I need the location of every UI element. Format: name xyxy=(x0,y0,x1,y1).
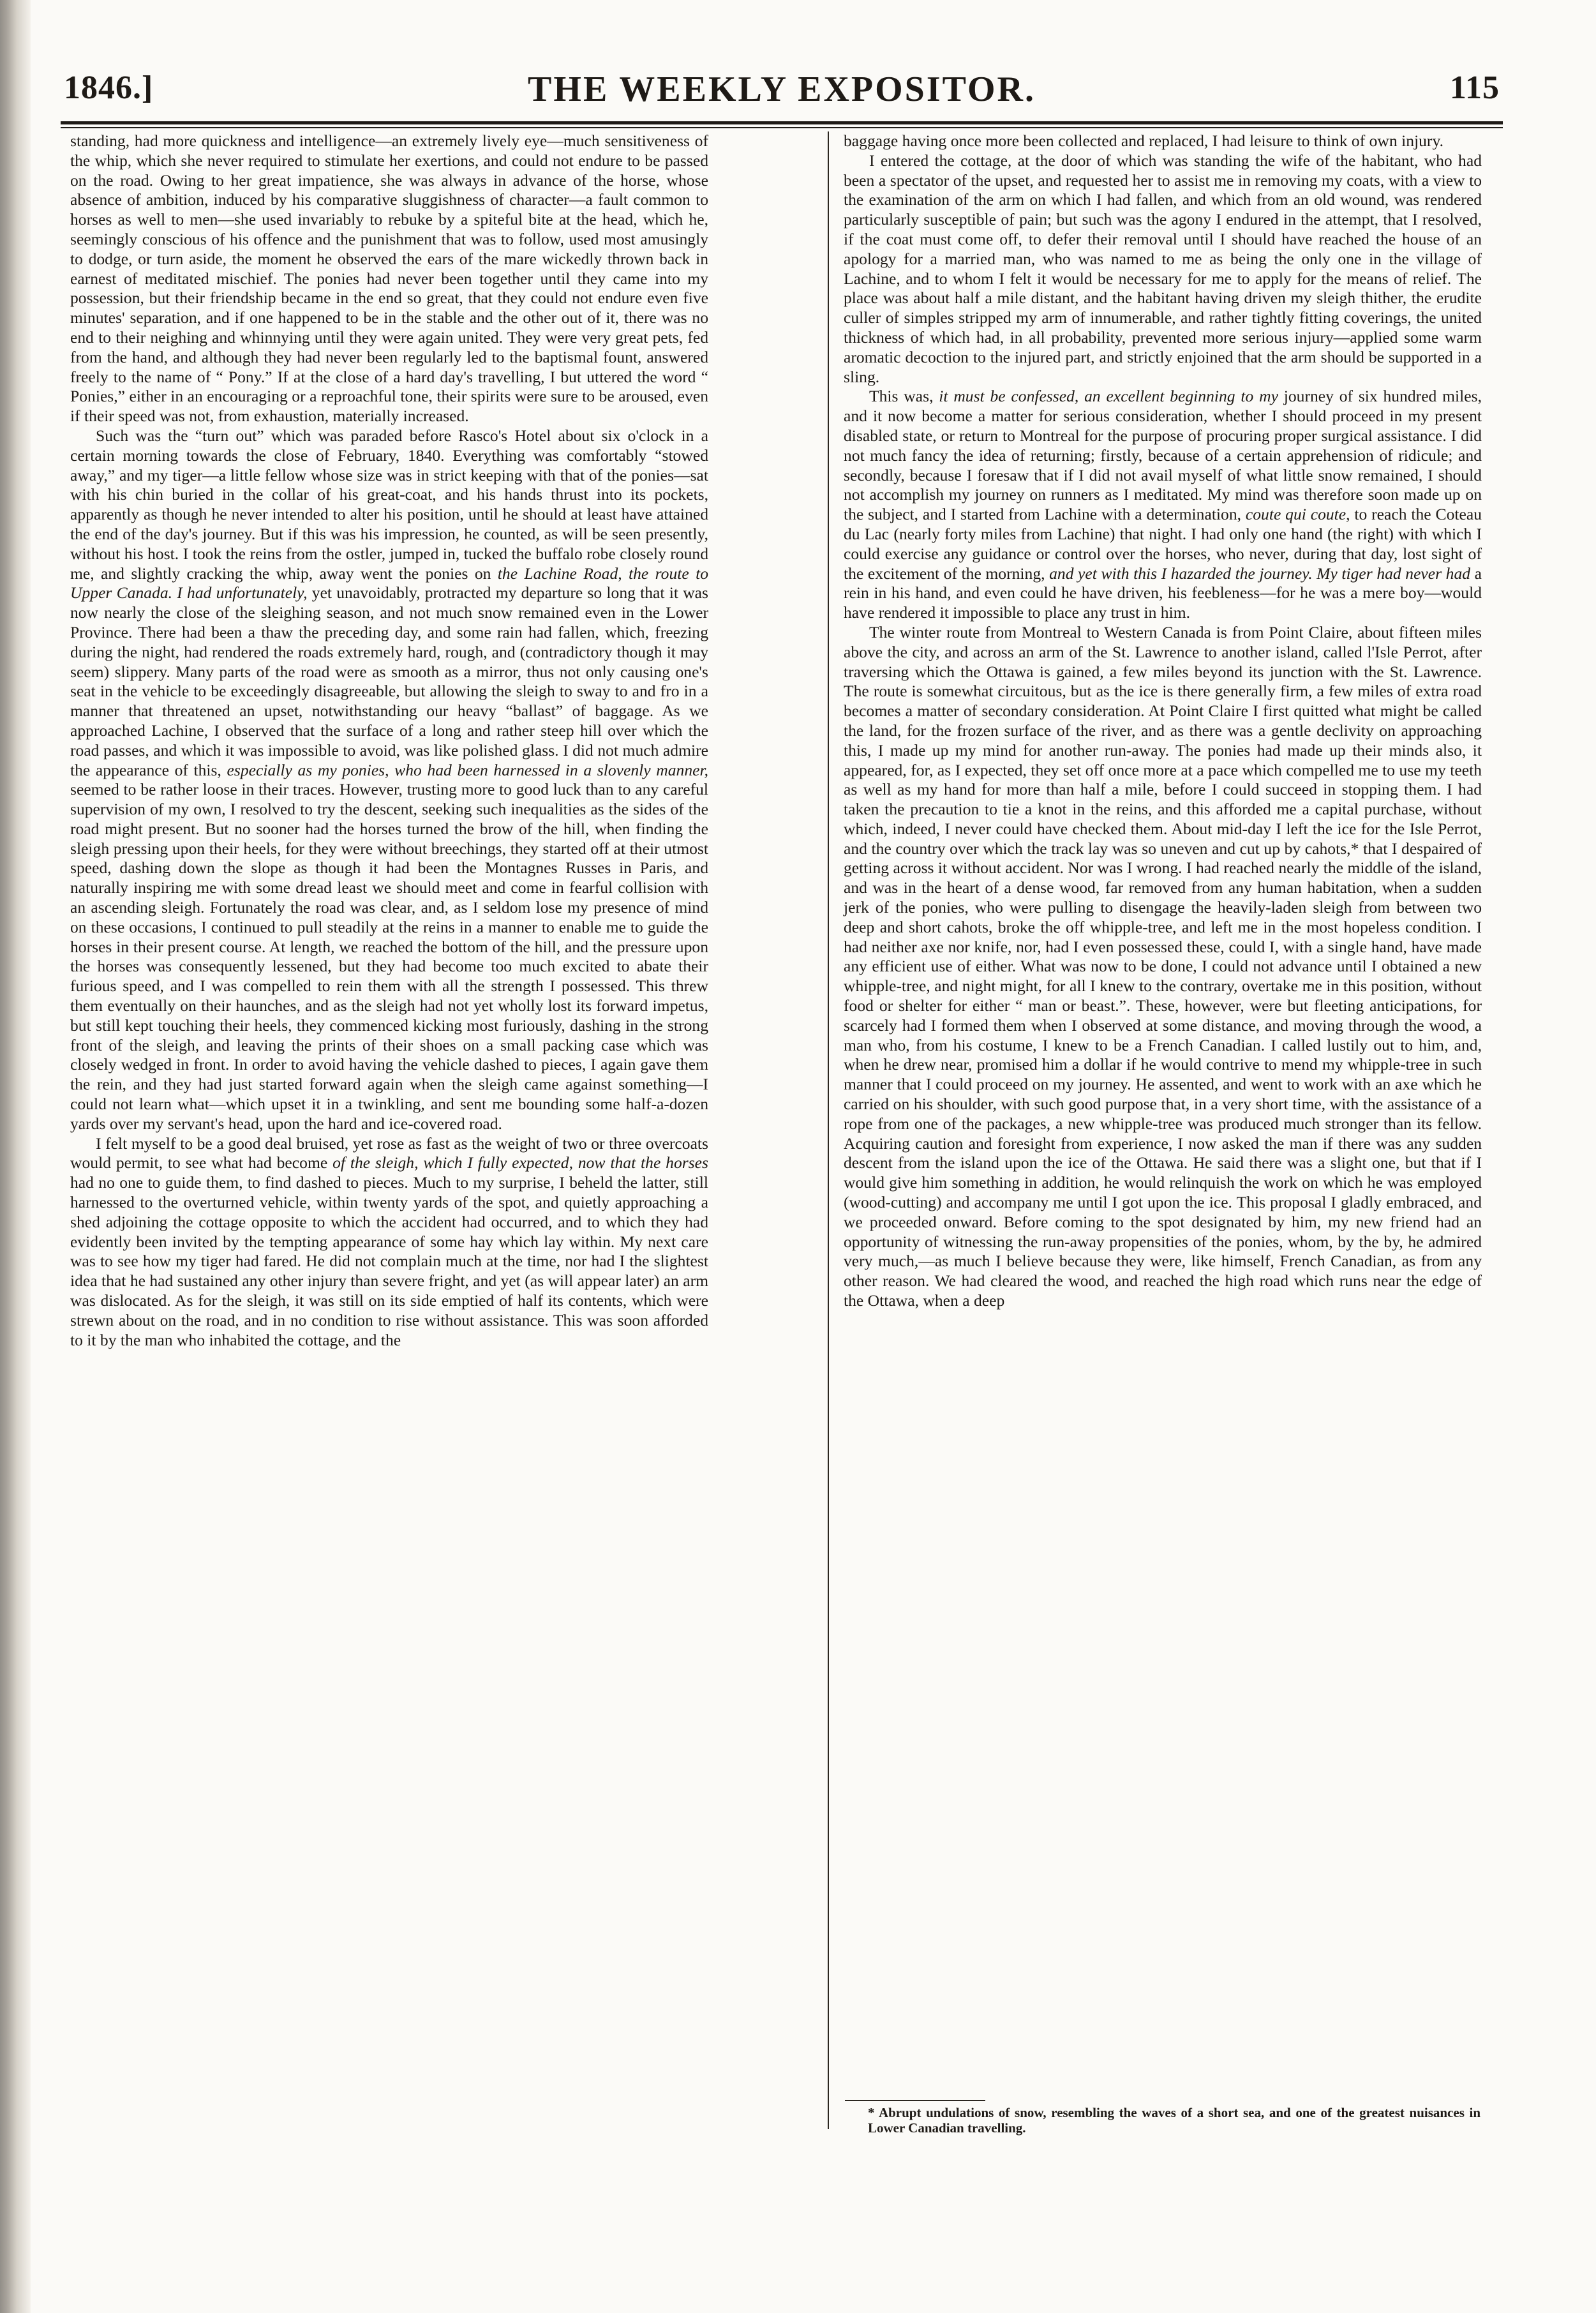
text-column-right xyxy=(844,131,1482,1311)
italic-text-run: of the sleigh, which I fully expected, now that the horses xyxy=(332,1153,708,1172)
text-run: I felt myself to be a good deal bruised, yet rose as fast as the weight of two or three overcoats would permit, to see what had become xyxy=(70,1134,708,1172)
page-header xyxy=(64,69,1500,120)
paragraph: standing, had more quickness and intelligence—an extremely lively eye—much sensitiveness of the whip, which she never required to stimulate her exertions, and could not endure to be passed on the road. Owing to her great impatience, she was always in advance of the horse, whose absence of ambition, induced by his comparative sluggishness of character—a fault common to horses as well to men—she used invariably to rebuke by a spiteful bite at the head, which he, seemingly conscious of his offence and the punishment that was to follow, used most amusingly to dodge, or turn aside, the moment he observed the ears of the mare wickedly thrown back in earnest of meditated mischief. The ponies had never been together until they came into my possession, but their friendship became in the end so great, that they could not endure even five minutes' separation, and if one happened to be in the stable and the other out of it, there was no end to their neighing and whinnying until they were again united. They were very great pets, fed from the hand, and although they had never been regularly led to the baptismal fount, answered freely to the name of “ Pony.” If at the close of a hard day's travelling, I but uttered the word “ Ponies,” either in an encouraging or a reproachful tone, their spirits were sure to be aroused, even if their speed was not, from exhaustion, materially increased. xyxy=(70,131,708,426)
page-binding-edge xyxy=(0,0,31,2313)
paragraph xyxy=(844,387,1482,623)
header-rule-thin xyxy=(61,127,1503,128)
text-run: Such was the “turn out” which was paraded before Rasco's Hotel about six o'clock in a certain morning towards the close of February, 1840. Everything was comfortably “stowed away,” and my tiger—a little fellow whose size was in strict keeping with that of the ponies—sat with his chin buried in the collar of his great-coat, and his hands thrust into its pockets, apparently as though he never intended to alter his position, until he should at least have attained the end of the day's journey. But if this was his impression, he counted, as will be seen presently, without his host. I took the reins from the ostler, jumped in, tucked the buffalo robe closely round me, and slightly cracking the whip, away went the ponies on xyxy=(70,426,708,583)
text-run: seemed to be rather loose in their traces. However, trusting more to good luck than to any careful supervision of my own, I resolved to try the descent, seeking such inequalities as the sides of the road might present. But no sooner had the horses turned the brow of the hill, when finding the sleigh pressing upon their heels, for they were without breechings, they started off at their utmost speed, dashing down the slope as though it had been the Montagnes Russes in Paris, and naturally inspiring me with some dread least we should meet and come in fearful collision with an ascending sleigh. Fortunately the road was clear, and, as I seldom lose my presence of mind on these occasions, I continued to pull steadily at the reins in a manner to enable me to guide the horses in their present course. At length, we reached the bottom of the hill, and the pressure upon the horses was consequently lessened, but they had become too much excited to abate their furious speed, and I was compelled to rein them with all the strength I possessed. This threw them eventually on their haunches, and as the sleigh had not yet wholly lost its forward impetus, but still kept touching their heels, they commenced kicking most furiously, dashing in the strong front of the sleigh, and leaving the prints of their shoes on a small packing case which was closely wedged in front. In order to avoid having the vehicle dashed to pieces, I again gave them the rein, and they had just started forward again when the sleigh came against something—I could not learn what—which upset it in a twinkling, and sent me bounding some half-a-dozen yards over my servant's head, upon the hard and ice-covered road. xyxy=(70,780,708,1133)
italic-text-run: coute qui coute, xyxy=(1245,505,1350,524)
paragraph: baggage having once more been collected and replaced, I had leisure to think of own injury. xyxy=(844,131,1443,150)
text-run: journey of six hundred miles, and it now become a matter for serious consideration, whether I should proceed in my present disabled state, or return to Montreal for the purpose of procuring proper surgical assistance. I did not much fancy the idea of returning; firstly, because of a certain apprehension of ridicule; and secondly, because I foresaw that if I did not avail myself of what little snow remained, I should not accomplish my journey on runners as I meditated. My mind was therefore soon made up on the subject, and I started from Lachine with a determination, xyxy=(844,387,1482,524)
text-run: a rein in his hand, and even could he have driven, his feebleness—for he was a mere boy—would have rendered it impossible to place any trust in him. xyxy=(844,564,1482,622)
text-run: yet unavoidably, protracted my departure so long that it was now nearly the close of the sleighing season, and not much snow remained even in the Lower Province. There had been a thaw the preceding day, and some rain had fallen, which, freezing during the night, had rendered the roads extremely hard, rough, and (contradictory though it may seem) slippery. Many parts of the road were as smooth as a mirror, thus not only causing one's seat in the vehicle to be exceedingly disagreeable, but allowing the sleigh to sway to and fro in a manner that threatened an upset, notwithstanding our heavy “ballast” of baggage. As we approached Lachine, I observed that the surface of a long and rather steep hill over which the road passes, and which it was impossible to avoid, was like polished glass. I did not much admire the appearance of this, xyxy=(70,583,708,779)
paragraph: I entered the cottage, at the door of which was standing the wife of the habitant, who had been a spectator of the upset, and requested her to assist me in removing my coats, with a view to the examination of the arm on which I had fallen, and which from an old wound, was rendered particularly susceptible of pain; but such was the agony I endured in the attempt, that I resolved, if the coat must come off, to defer their removal until I should have reached the house of an apology for a married man, who was named to me as being the only one in the village of Lachine, and to whom I felt it would be necessary for me to apply for the means of relief. The place was about half a mile distant, and the habitant having driven my sleigh thither, the erudite culler of simples stripped my arm of innumerable, and rather tightly fitting coverings, the united thickness of which had, in all probability, prevented more serious injury—applied some warm aromatic decoction to the injured part, and strictly enjoined that the arm should be supported in a sling. xyxy=(844,151,1482,386)
italic-text-run: especially as my ponies, who had been harnessed in a slovenly manner, xyxy=(227,760,708,779)
header-year: 1846.] xyxy=(64,70,154,106)
paragraph xyxy=(70,426,708,1134)
footnote-rule xyxy=(845,2100,985,2101)
text-run: had no one to guide them, to find dashed to pieces. Much to my surprise, I beheld the latter, still harnessed to the overturned vehicle, within twenty yards of the spot, and quietly approaching a shed adjoining the cottage opposite to which the accident had occurred, and to which they had evidently been invited by the tempting appearance of some hay which lay within. My next care was to see how my tiger had fared. He did not complain much at the time, nor had I the slightest idea that he had sustained any other injury than severe fright, and yet (as will appear later) an arm was dislocated. As for the sleigh, it was still on its side emptied of half its contents, which were strewn about on the road, and in no condition to rise without assistance. This was soon afforded to it by the man who inhabited the cottage, and the xyxy=(70,1173,708,1349)
paragraph xyxy=(70,1134,708,1351)
text-run: to reach the Coteau du Lac (nearly forty miles from Lachine) that night. I had only one hand (the right) with which I could exercise any guidance or control over the horses, who never, during that day, lost sight of the excitement of the morning, xyxy=(844,505,1482,583)
footnote: * Abrupt undulations of snow, resembling the waves of a short sea, and one of the greatest nuisances in Lower Canadian travelling. xyxy=(868,2105,1480,2136)
italic-text-run: the Lachine Road, the route to Upper Canada. I had unfortunately, xyxy=(70,564,709,603)
page-number: 115 xyxy=(1449,70,1500,106)
text-run: This was, xyxy=(869,387,939,406)
column-divider xyxy=(828,131,829,2129)
text-column-left xyxy=(70,131,708,1350)
italic-text-run: it must be confessed, an excellent beginning to my xyxy=(939,387,1278,406)
publication-title: THE WEEKLY EXPOSITOR. xyxy=(528,70,1036,109)
paragraph: The winter route from Montreal to Western Canada is from Point Claire, about fifteen miles above the city, and across an arm of the St. Lawrence to another island, called l'Isle Perrot, after traversing which the Ottawa is gained, a few miles beyond its junction with the St. Lawrence. The route is somewhat circuitous, but as the ice is there generally firm, a few miles of extra road becomes a matter of secondary consideration. At Point Claire I first quitted what might be called the land, for the frozen surface of the river, and as there was a gentle declivity on approaching this, I made up my mind for another run-away. The ponies had made up their minds also, it appeared, for, as I expected, they set off once more at a pace which compelled me to use my teeth as well as my hand for more than half a mile, before I could succeed in stopping them. I had taken the precaution to tie a knot in the reins, and this afforded me a capital purchase, without which, indeed, I never could have checked them. About mid-day I left the ice for the Isle Perrot, and the country over which the track lay was so uneven and cut up by cahots,* that I despaired of getting across it without accident. Nor was I wrong. I had reached nearly the middle of the island, and was in the heart of a dense wood, far removed from any human habitation, when a sudden jerk of the ponies, who were pulling to disengage the heavily-laden sleigh from between two deep and short cahots, broke the off whipple-tree, and left me in the most hopeless condition. I had neither axe nor knife, nor, had I even possessed these, could I, with a single hand, have made any efficient use of either. What was now to be done, I could not advance until I obtained a new whipple-tree, and night might, for all I knew to the contrary, overtake me in this position, without food or shelter for either “ man or beast.”. These, however, were but fleeting anticipations, for scarcely had I formed them when I observed at some distance, and moving through the wood, a man who, from his costume, I knew to be a French Canadian. I called lustily out to him, and, when he drew near, promised him a dollar if he would contrive to mend my whipple-tree in such manner that I could proceed on my journey. He assented, and went to work with an axe which he carried on his shoulder, with such good purpose that, in a very short time, with the assistance of a rope from one of the packages, a new whipple-tree was produced much stronger than its fellow. Acquiring caution and foresight from experience, I now asked the man if there was any sudden descent from the island upon the ice of the Ottawa. He said there was a slight one, but that if I would give him something in addition, he would relinquish the work on which he was employed (wood-cutting) and accompany me until I got upon the ice. This proposal I gladly embraced, and we proceeded onward. Before coming to the spot designated by him, my new friend had an opportunity of witnessing the run-away propensities of the ponies, whom, by the by, he admired very much,—as much I believe because they were, like himself, French Canadian, as from any other reason. We had cleared the wood, and reached the high road which runs near the edge of the Ottawa, when a deep xyxy=(844,622,1482,1310)
italic-text-run: and yet with this I hazarded the journey. My tiger had never had xyxy=(1049,564,1471,583)
header-rule xyxy=(61,121,1503,124)
